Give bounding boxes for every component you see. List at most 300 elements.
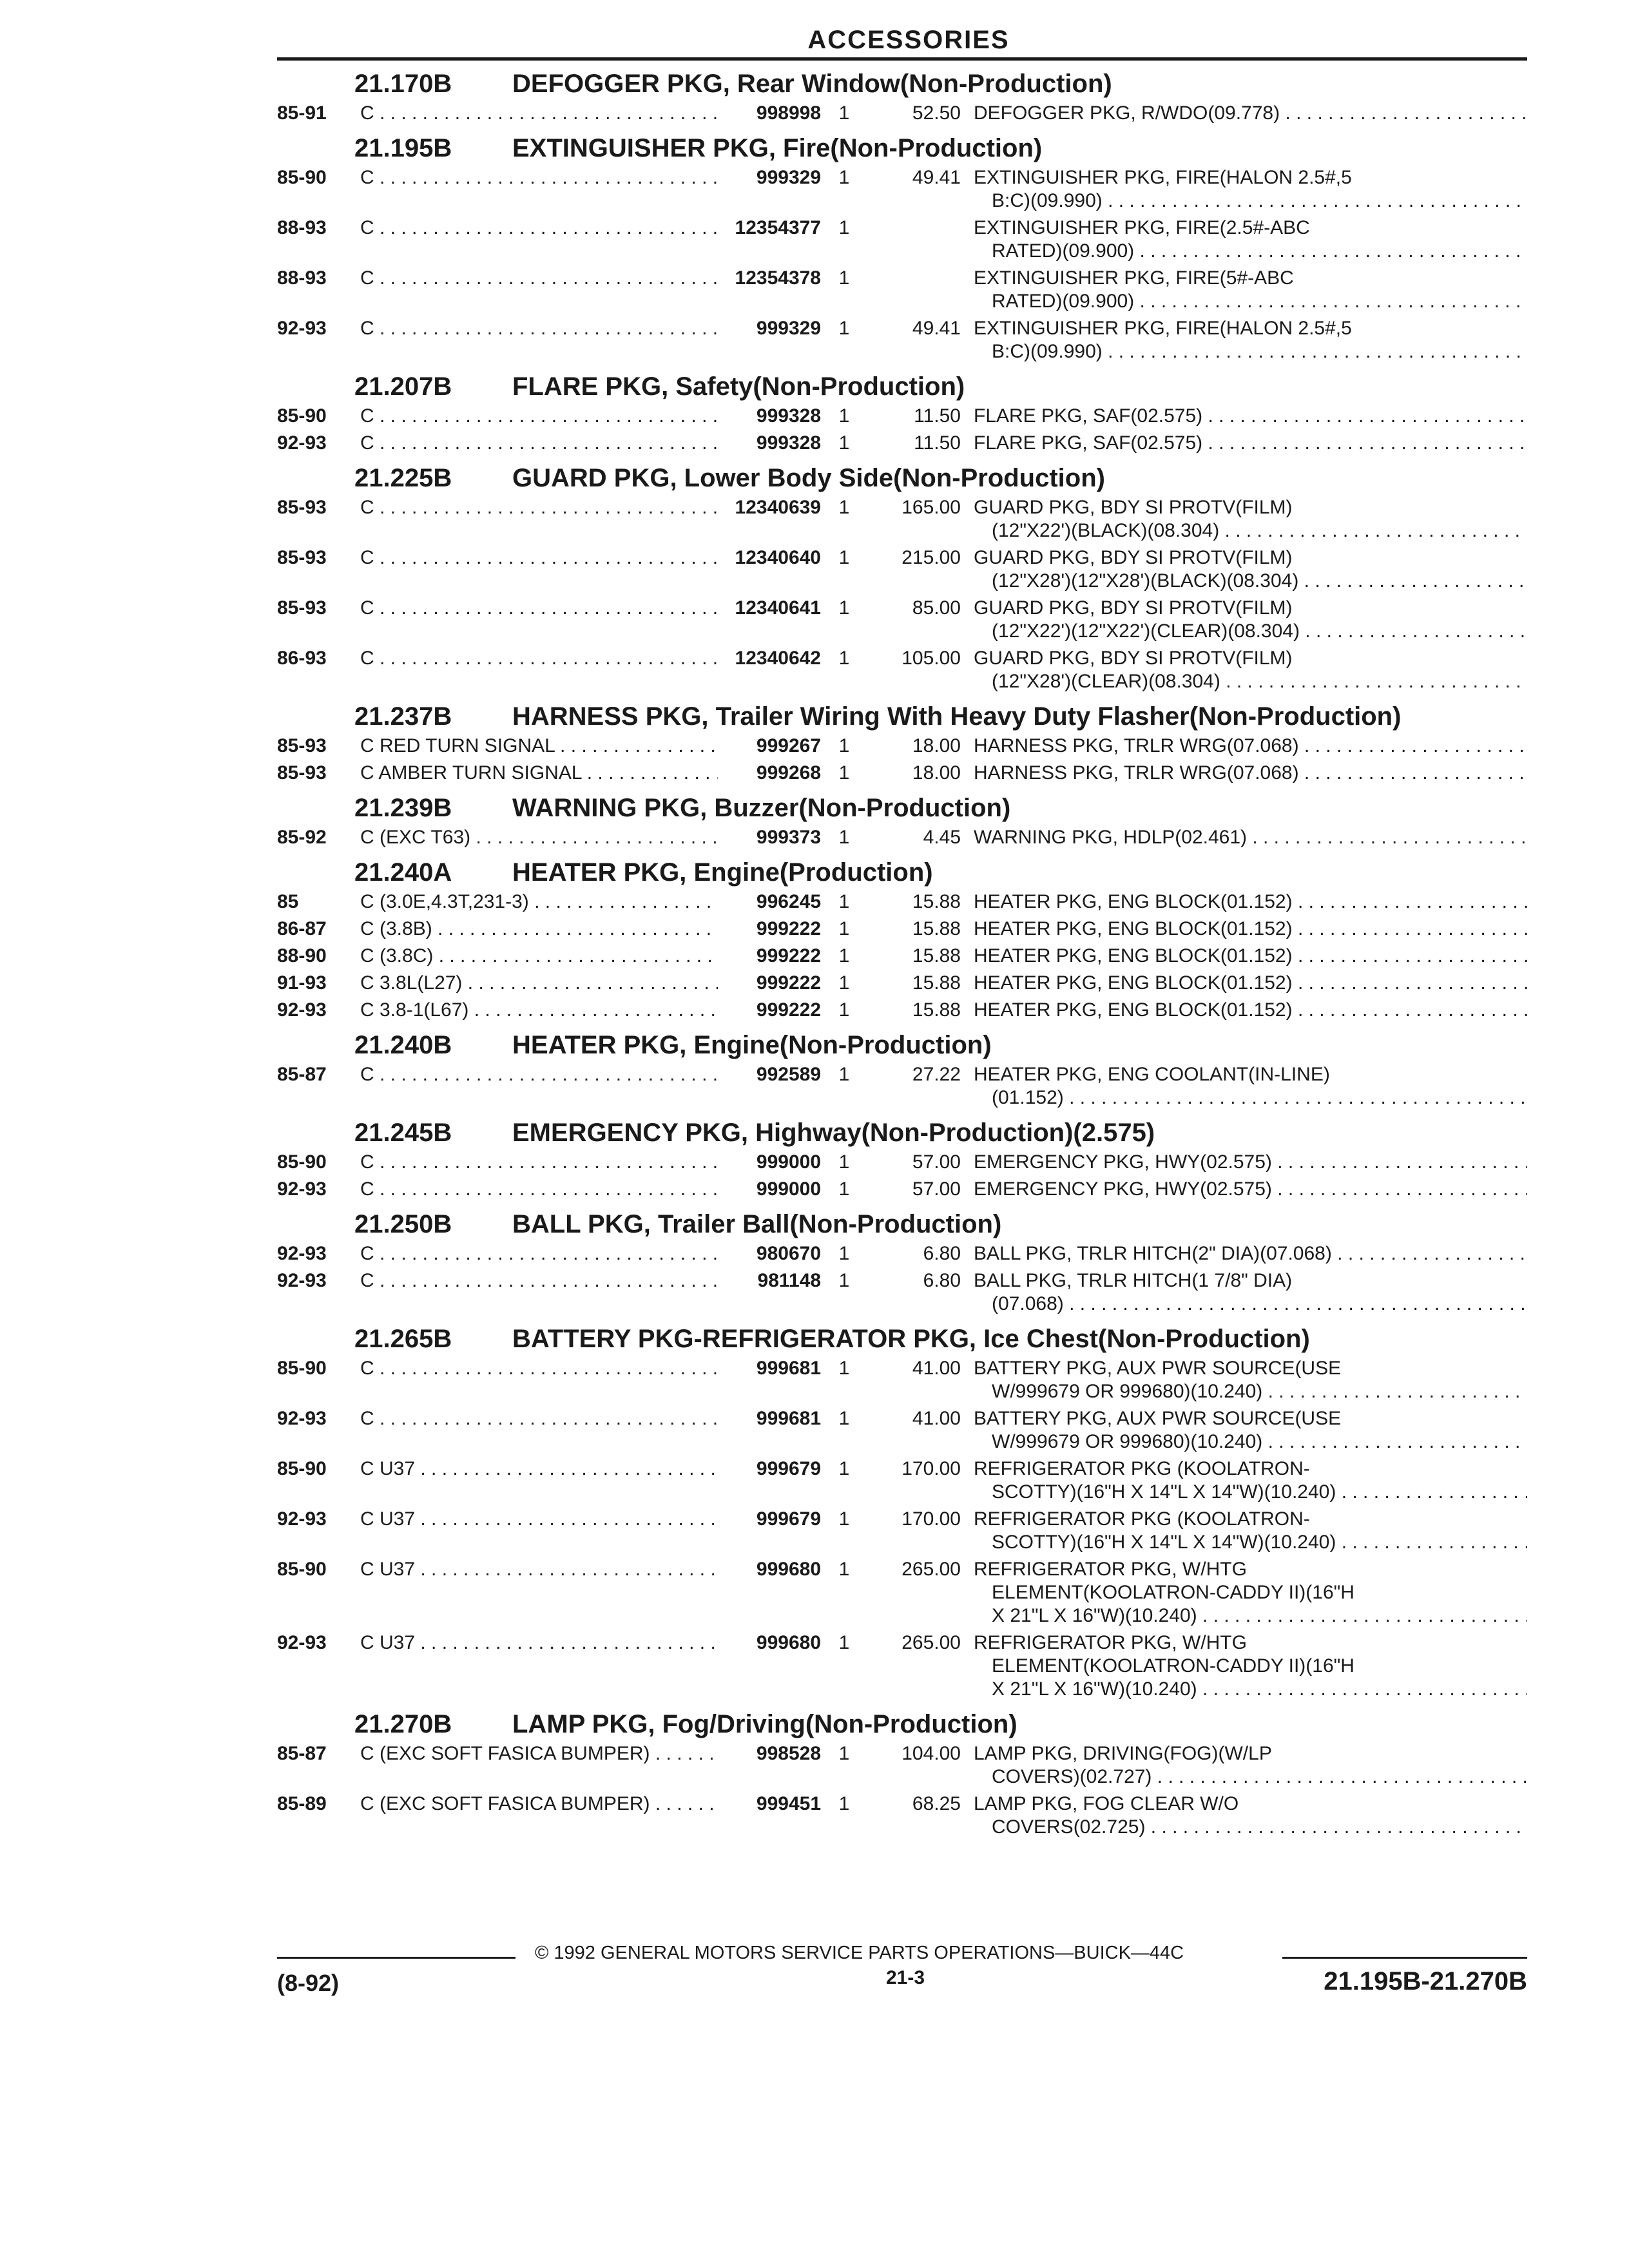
footer-section-range: 21.195B-21.270B — [1324, 1967, 1527, 1995]
model-years: 85-93 — [277, 762, 327, 783]
part-description — [974, 999, 1527, 1022]
part-description — [974, 972, 1527, 995]
price: 265.00 — [901, 1632, 961, 1653]
section-title: BALL PKG, Trailer Ball(Non-Production) — [512, 1210, 1002, 1238]
part-number: 999222 — [756, 999, 821, 1021]
table-row — [277, 735, 1527, 758]
part-number: 999681 — [756, 1358, 821, 1379]
description-line: HEATER PKG, ENG BLOCK(01.152) . . . — [974, 972, 1527, 995]
section-code: 21.170B — [354, 70, 452, 98]
description-line: EMERGENCY PKG, HWY(02.575) . . . — [974, 1178, 1527, 1201]
table-row — [277, 762, 1527, 785]
catalog-section — [277, 858, 1527, 1022]
usage-condition-text: C U37 . . . — [360, 1458, 718, 1479]
usage-condition — [358, 826, 718, 849]
price: 85.00 — [912, 597, 961, 619]
part-number: 999000 — [756, 1151, 821, 1173]
usage-condition-text: C AMBER TURN SIGNAL . . . — [360, 762, 718, 783]
part-description — [974, 166, 1527, 213]
part-description — [974, 216, 1527, 263]
description-line: HEATER PKG, ENG COOLANT(IN-LINE) — [974, 1064, 1330, 1085]
quantity: 1 — [838, 945, 850, 966]
usage-condition-text: C U37 . . . — [360, 1632, 718, 1653]
usage-condition — [358, 999, 718, 1022]
part-number: 999680 — [756, 1632, 821, 1653]
part-number: 980670 — [756, 1243, 821, 1264]
usage-condition — [358, 1407, 718, 1430]
quantity: 1 — [838, 597, 850, 619]
usage-condition — [358, 1063, 718, 1086]
catalog-section — [277, 70, 1527, 125]
part-description — [974, 267, 1527, 313]
usage-condition — [358, 405, 718, 428]
part-number: 999329 — [756, 318, 821, 339]
section-heading — [277, 1031, 1527, 1059]
quantity: 1 — [838, 497, 850, 518]
table-row — [277, 999, 1527, 1022]
catalog-section — [277, 464, 1527, 693]
price: 11.50 — [914, 432, 961, 454]
description-line: X 21"L X 16"W)(10.240) . . . — [974, 1604, 1527, 1628]
usage-condition — [358, 1508, 718, 1531]
usage-condition — [358, 1792, 718, 1816]
usage-condition-text: C . . . — [360, 102, 718, 124]
table-row — [277, 1269, 1527, 1316]
description-line: GUARD PKG, BDY SI PROTV(FILM) — [974, 597, 1293, 619]
part-description — [974, 1631, 1527, 1701]
usage-condition-text: C . . . — [360, 1151, 718, 1173]
description-line: GUARD PKG, BDY SI PROTV(FILM) — [974, 648, 1293, 669]
part-description — [974, 1508, 1527, 1554]
price: 6.80 — [923, 1243, 961, 1264]
description-line: LAMP PKG, FOG CLEAR W/O — [974, 1793, 1239, 1814]
section-code: 21.240A — [354, 858, 452, 887]
usage-condition-text: C . . . — [360, 432, 718, 454]
part-description — [974, 735, 1527, 758]
model-years: 86-93 — [277, 648, 327, 669]
table-row — [277, 918, 1527, 941]
part-number: 999681 — [756, 1408, 821, 1429]
part-description — [974, 1242, 1527, 1265]
table-row — [277, 546, 1527, 593]
model-years: 92-93 — [277, 1632, 327, 1653]
part-description — [974, 1151, 1527, 1174]
usage-condition-text: C . . . — [360, 1270, 718, 1291]
usage-condition-text: C (EXC SOFT FASICA BUMPER) . . . — [360, 1793, 718, 1814]
quantity: 1 — [838, 918, 850, 939]
quantity: 1 — [838, 999, 850, 1021]
description-line: B:C)(09.990) . . . — [974, 340, 1527, 363]
description-line: HARNESS PKG, TRLR WRG(07.068) . . . — [974, 735, 1527, 758]
model-years: 85 — [277, 891, 299, 912]
catalog-section — [277, 1210, 1527, 1316]
table-row — [277, 1178, 1527, 1201]
section-code: 21.225B — [354, 464, 452, 492]
quantity: 1 — [838, 547, 850, 568]
usage-condition — [358, 546, 718, 570]
description-line: EXTINGUISHER PKG, FIRE(5#-ABC — [974, 267, 1294, 289]
table-row — [277, 945, 1527, 968]
usage-condition-text: C . . . — [360, 547, 718, 568]
catalog-section — [277, 134, 1527, 363]
part-number: 12340640 — [735, 547, 821, 568]
quantity: 1 — [838, 405, 850, 427]
description-line: GUARD PKG, BDY SI PROTV(FILM) — [974, 497, 1293, 518]
part-number: 12354378 — [735, 267, 821, 289]
description-line: DEFOGGER PKG, R/WDO(09.778) . . . — [974, 102, 1527, 125]
quantity: 1 — [838, 648, 850, 669]
part-description — [974, 1742, 1527, 1789]
model-years: 91-93 — [277, 972, 327, 994]
description-line: HEATER PKG, ENG BLOCK(01.152) . . . — [974, 999, 1527, 1022]
part-description — [974, 1457, 1527, 1504]
description-line: FLARE PKG, SAF(02.575) . . . — [974, 432, 1527, 455]
table-row — [277, 1063, 1527, 1110]
model-years: 88-90 — [277, 945, 327, 966]
price: 41.00 — [912, 1358, 961, 1379]
model-years: 85-87 — [277, 1743, 327, 1764]
quantity: 1 — [838, 891, 850, 912]
table-row — [277, 1792, 1527, 1839]
section-code: 21.270B — [354, 1710, 452, 1738]
price: 49.41 — [912, 318, 961, 339]
part-number: 999222 — [756, 972, 821, 994]
price: 6.80 — [923, 1270, 961, 1291]
description-line: (12"X28')(12"X28')(BLACK)(08.304) . . . — [974, 570, 1527, 593]
section-heading — [277, 1325, 1527, 1353]
description-line: REFRIGERATOR PKG (KOOLATRON- — [974, 1508, 1310, 1530]
model-years: 85-90 — [277, 405, 327, 427]
usage-condition — [358, 317, 718, 340]
part-description — [974, 918, 1527, 941]
footer-date: (8-92) — [277, 1970, 340, 1996]
price: 57.00 — [912, 1178, 961, 1200]
part-number: 999328 — [756, 405, 821, 427]
price: 15.88 — [912, 972, 961, 994]
description-line: W/999679 OR 999680)(10.240) . . . — [974, 1380, 1527, 1403]
model-years: 92-93 — [277, 1243, 327, 1264]
part-description — [974, 1558, 1527, 1628]
quantity: 1 — [838, 318, 850, 339]
description-line: SCOTTY)(16"H X 14"L X 14"W)(10.240) . . . — [974, 1481, 1527, 1504]
section-code: 21.239B — [354, 794, 452, 822]
part-number: 999329 — [756, 167, 821, 188]
usage-condition-text: C . . . — [360, 318, 718, 339]
quantity: 1 — [838, 1064, 850, 1085]
usage-condition — [358, 647, 718, 670]
part-description — [974, 405, 1527, 428]
model-years: 85-90 — [277, 167, 327, 188]
section-heading — [277, 794, 1527, 822]
usage-condition — [358, 496, 718, 519]
quantity: 1 — [838, 735, 850, 756]
price: 15.88 — [912, 999, 961, 1021]
price: 165.00 — [901, 497, 961, 518]
usage-condition — [358, 1178, 718, 1201]
part-number: 12340641 — [735, 597, 821, 619]
table-row — [277, 496, 1527, 543]
section-title: FLARE PKG, Safety(Non-Production) — [512, 372, 965, 401]
section-code: 21.265B — [354, 1325, 452, 1353]
description-line: COVERS(02.725) . . . — [974, 1816, 1527, 1839]
part-description — [974, 945, 1527, 968]
part-description — [974, 597, 1527, 643]
usage-condition-text: C (3.0E,4.3T,231-3) . . . — [360, 891, 718, 912]
usage-condition-text: C U37 . . . — [360, 1508, 718, 1530]
page-footer — [277, 1936, 1527, 2007]
part-number: 12354377 — [735, 217, 821, 238]
table-row — [277, 1242, 1527, 1265]
model-years: 85-90 — [277, 1151, 327, 1173]
footer-copyright: © 1992 GENERAL MOTORS SERVICE PARTS OPERATIONS—BUICK—44C — [535, 1943, 1184, 1963]
usage-condition — [358, 432, 718, 455]
quantity: 1 — [838, 167, 850, 188]
sections-container — [277, 70, 1527, 1839]
section-title: HEATER PKG, Engine(Production) — [512, 858, 933, 887]
usage-condition — [358, 945, 718, 968]
model-years: 88-93 — [277, 217, 327, 238]
price: 170.00 — [901, 1458, 961, 1479]
footer-page-number: 21-3 — [886, 1967, 925, 1988]
usage-condition-text: C . . . — [360, 1064, 718, 1085]
part-number: 999679 — [756, 1508, 821, 1530]
table-row — [277, 826, 1527, 849]
description-line: (07.068) . . . — [974, 1293, 1527, 1316]
table-row — [277, 647, 1527, 693]
description-line: HEATER PKG, ENG BLOCK(01.152) . . . — [974, 945, 1527, 968]
model-years: 85-89 — [277, 1793, 327, 1814]
model-years: 85-90 — [277, 1458, 327, 1479]
part-description — [974, 1178, 1527, 1201]
table-row — [277, 597, 1527, 643]
section-title: BATTERY PKG-REFRIGERATOR PKG, Ice Chest(Non-Production) — [512, 1325, 1310, 1353]
model-years: 88-93 — [277, 267, 327, 289]
section-code: 21.207B — [354, 372, 452, 401]
part-number: 999679 — [756, 1458, 821, 1479]
price: 170.00 — [901, 1508, 961, 1530]
description-line: REFRIGERATOR PKG (KOOLATRON- — [974, 1458, 1310, 1479]
model-years: 85-90 — [277, 1559, 327, 1580]
description-line: HEATER PKG, ENG BLOCK(01.152) . . . — [974, 918, 1527, 941]
part-description — [974, 1063, 1527, 1110]
quantity: 1 — [838, 827, 850, 848]
part-number: 998528 — [756, 1743, 821, 1764]
usage-condition — [358, 166, 718, 189]
model-years: 92-93 — [277, 1270, 327, 1291]
quantity: 1 — [838, 1743, 850, 1764]
price: 15.88 — [912, 918, 961, 939]
table-row — [277, 890, 1527, 914]
usage-condition-text: C . . . — [360, 1178, 718, 1200]
usage-condition-text: C . . . — [360, 1358, 718, 1379]
part-number: 12340639 — [735, 497, 821, 518]
section-title: EMERGENCY PKG, Highway(Non-Production)(2.575) — [512, 1119, 1155, 1147]
catalog-section — [277, 702, 1527, 785]
part-number: 999328 — [756, 432, 821, 454]
description-line: HEATER PKG, ENG BLOCK(01.152) . . . — [974, 890, 1527, 914]
quantity: 1 — [838, 1270, 850, 1291]
price: 27.22 — [912, 1064, 961, 1085]
catalog-page — [277, 26, 1527, 2049]
description-line: B:C)(09.990) . . . — [974, 189, 1527, 213]
section-heading — [277, 1119, 1527, 1147]
usage-condition — [358, 102, 718, 125]
price: 15.88 — [912, 945, 961, 966]
part-number: 992589 — [756, 1064, 821, 1085]
table-row — [277, 317, 1527, 363]
usage-condition — [358, 1269, 718, 1293]
table-row — [277, 1357, 1527, 1403]
description-line: REFRIGERATOR PKG, W/HTG — [974, 1632, 1247, 1653]
part-number: 996245 — [756, 891, 821, 912]
part-number: 998998 — [756, 102, 821, 124]
part-description — [974, 102, 1527, 125]
section-title: WARNING PKG, Buzzer(Non-Production) — [512, 794, 1011, 822]
description-line: (12"X22')(12"X22')(CLEAR)(08.304) . . . — [974, 620, 1527, 643]
quantity: 1 — [838, 762, 850, 783]
part-number: 999222 — [756, 918, 821, 939]
quantity: 1 — [838, 102, 850, 124]
usage-condition — [358, 267, 718, 290]
section-heading — [277, 70, 1527, 98]
catalog-section — [277, 794, 1527, 849]
price: 105.00 — [901, 648, 961, 669]
page-title: ACCESSORIES — [807, 26, 1010, 54]
quantity: 1 — [838, 1632, 850, 1653]
model-years: 85-93 — [277, 547, 327, 568]
description-line: FLARE PKG, SAF(02.575) . . . — [974, 405, 1527, 428]
model-years: 85-90 — [277, 1358, 327, 1379]
table-row — [277, 1558, 1527, 1628]
model-years: 85-87 — [277, 1064, 327, 1085]
quantity: 1 — [838, 1151, 850, 1173]
quantity: 1 — [838, 1793, 850, 1814]
model-years: 92-93 — [277, 432, 327, 454]
description-line: ELEMENT(KOOLATRON-CADDY II)(16"H — [992, 1655, 1354, 1677]
usage-condition — [358, 918, 718, 941]
quantity: 1 — [838, 1458, 850, 1479]
usage-condition-text: C U37 . . . — [360, 1559, 718, 1580]
part-number: 999222 — [756, 945, 821, 966]
quantity: 1 — [838, 432, 850, 454]
part-description — [974, 317, 1527, 363]
description-line: EXTINGUISHER PKG, FIRE(2.5#-ABC — [974, 217, 1310, 238]
table-row — [277, 1151, 1527, 1174]
description-line: BATTERY PKG, AUX PWR SOURCE(USE — [974, 1408, 1342, 1429]
part-description — [974, 1792, 1527, 1839]
usage-condition-text: C . . . — [360, 497, 718, 518]
quantity: 1 — [838, 267, 850, 289]
quantity: 1 — [838, 217, 850, 238]
section-code: 21.237B — [354, 702, 452, 731]
table-row — [277, 1457, 1527, 1504]
model-years: 85-93 — [277, 597, 327, 619]
usage-condition-text: C (3.8B) . . . — [360, 918, 718, 939]
usage-condition — [358, 1457, 718, 1481]
usage-condition-text: C . . . — [360, 1408, 718, 1429]
usage-condition — [358, 890, 718, 914]
usage-condition-text: C 3.8L(L27) . . . — [360, 972, 718, 994]
description-line: EXTINGUISHER PKG, FIRE(HALON 2.5#,5 — [974, 167, 1352, 188]
section-title: GUARD PKG, Lower Body Side(Non-Production) — [512, 464, 1105, 492]
section-heading — [277, 134, 1527, 162]
usage-condition-text: C (EXC SOFT FASICA BUMPER) . . . — [360, 1743, 718, 1764]
catalog-section — [277, 1119, 1527, 1201]
quantity: 1 — [838, 1358, 850, 1379]
table-row — [277, 972, 1527, 995]
part-description — [974, 826, 1527, 849]
table-row — [277, 1508, 1527, 1554]
table-row — [277, 1742, 1527, 1789]
table-row — [277, 166, 1527, 213]
table-row — [277, 102, 1527, 125]
price: 68.25 — [912, 1793, 961, 1814]
section-heading — [277, 702, 1527, 731]
usage-condition-text: C . . . — [360, 217, 718, 238]
usage-condition — [358, 1357, 718, 1380]
usage-condition — [358, 1242, 718, 1265]
description-line: ELEMENT(KOOLATRON-CADDY II)(16"H — [992, 1582, 1354, 1603]
usage-condition — [358, 216, 718, 240]
usage-condition — [358, 1151, 718, 1174]
usage-condition-text: C . . . — [360, 167, 718, 188]
model-years: 85-93 — [277, 735, 327, 756]
description-line: GUARD PKG, BDY SI PROTV(FILM) — [974, 547, 1293, 568]
section-title: DEFOGGER PKG, Rear Window(Non-Production) — [512, 70, 1112, 98]
price: 215.00 — [901, 547, 961, 568]
description-line: COVERS)(02.727) . . . — [974, 1765, 1527, 1789]
description-line: SCOTTY)(16"H X 14"L X 14"W)(10.240) . . . — [974, 1531, 1527, 1554]
model-years: 85-91 — [277, 102, 327, 124]
usage-condition-text: C (3.8C) . . . — [360, 945, 718, 966]
price: 265.00 — [901, 1559, 961, 1580]
part-description — [974, 496, 1527, 543]
price: 104.00 — [901, 1743, 961, 1764]
quantity: 1 — [838, 1508, 850, 1530]
quantity: 1 — [838, 1178, 850, 1200]
section-heading — [277, 858, 1527, 887]
description-line: EXTINGUISHER PKG, FIRE(HALON 2.5#,5 — [974, 318, 1352, 339]
section-heading — [277, 372, 1527, 401]
table-row — [277, 267, 1527, 313]
price: 18.00 — [912, 735, 961, 756]
usage-condition-text: C 3.8-1(L67) . . . — [360, 999, 718, 1021]
description-line: BALL PKG, TRLR HITCH(2" DIA)(07.068) . . . — [974, 1242, 1527, 1265]
header-rule — [277, 57, 1527, 61]
part-description — [974, 1407, 1527, 1454]
catalog-section — [277, 1325, 1527, 1701]
part-description — [974, 890, 1527, 914]
usage-condition-text: C RED TURN SIGNAL . . . — [360, 735, 718, 756]
section-heading — [277, 1210, 1527, 1238]
usage-condition-text: C . . . — [360, 267, 718, 289]
part-description — [974, 1357, 1527, 1403]
description-line: RATED)(09.900) . . . — [974, 290, 1527, 313]
description-line: (12"X28')(CLEAR)(08.304) . . . — [974, 670, 1527, 693]
description-line: BATTERY PKG, AUX PWR SOURCE(USE — [974, 1358, 1342, 1379]
section-title: HARNESS PKG, Trailer Wiring With Heavy Duty Flasher(Non-Production) — [512, 702, 1402, 731]
catalog-section — [277, 372, 1527, 455]
part-number: 999267 — [756, 735, 821, 756]
table-row — [277, 1631, 1527, 1701]
part-description — [974, 1269, 1527, 1316]
table-row — [277, 405, 1527, 428]
model-years: 92-93 — [277, 1408, 327, 1429]
part-number: 999000 — [756, 1178, 821, 1200]
quantity: 1 — [838, 1559, 850, 1580]
part-description — [974, 432, 1527, 455]
table-row — [277, 432, 1527, 455]
